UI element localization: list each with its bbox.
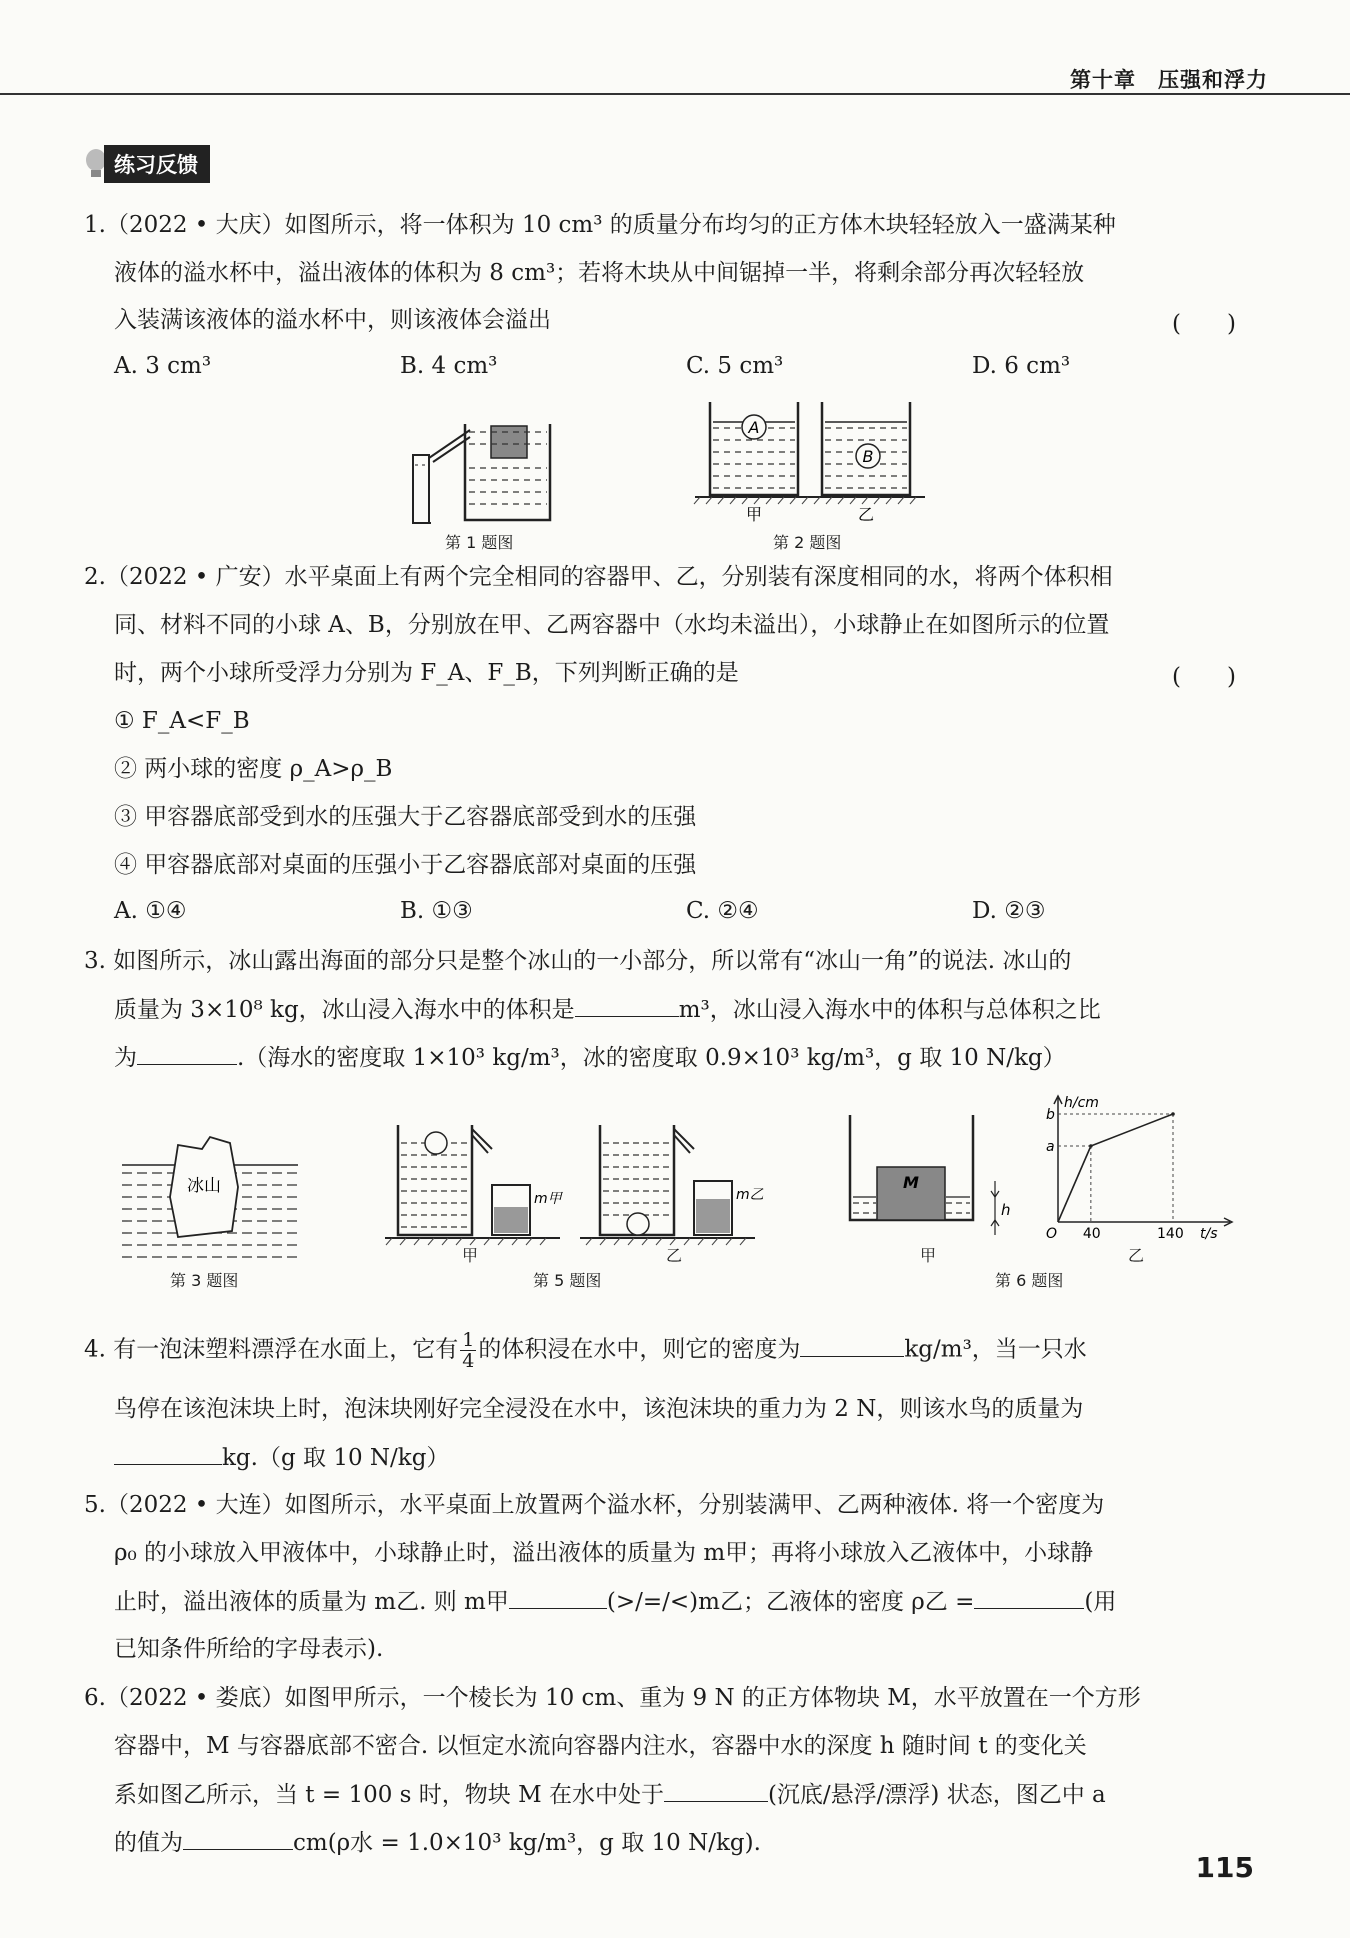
- q1-option-c: C. 5 cm³: [686, 353, 784, 379]
- q6-line-4-start: 的值为: [114, 1830, 183, 1856]
- figure-5-caption: 第 5 题图: [533, 1271, 602, 1290]
- tick-label-a: a: [1046, 1139, 1055, 1155]
- q4-line-2: 鸟停在该泡沫块上时，泡沫块刚好完全浸没在水中，该泡沫块的重力为 2 N，则该水鸟的质量为: [114, 1396, 1084, 1422]
- figure-2: [690, 400, 930, 524]
- q3-line-2-end: m³，冰山浸入海水中的体积与总体积之比: [678, 997, 1101, 1023]
- figure-5-right-label: 乙: [666, 1246, 683, 1265]
- figure-2-caption: 第 2 题图: [773, 533, 842, 552]
- q6-line-1: 6.（2022 • 娄底）如图甲所示，一个棱长为 10 cm、重为 9 N 的正方体物块 M，水平放置在一个方形: [84, 1685, 1141, 1711]
- q4-blank-1[interactable]: [800, 1334, 904, 1357]
- q1-answer-paren: ( ): [1172, 311, 1236, 337]
- data-point: [1171, 1112, 1175, 1116]
- q2-answer-paren: ( ): [1172, 664, 1236, 690]
- q4-line-3-text: kg.（g 取 10 N/kg）: [222, 1445, 450, 1471]
- q1-line-2: 液体的溢水杯中，溢出液体的体积为 8 cm³；若将木块从中间锯掉一半，将剩余部分再次轻轻放: [114, 260, 1085, 286]
- chapter-number: 第十章: [1070, 68, 1136, 92]
- q2-option-a: A. ①④: [114, 898, 187, 924]
- origin-label: O: [1046, 1226, 1058, 1242]
- q1-option-b: B. 4 cm³: [400, 353, 498, 379]
- q6-blank-2[interactable]: [183, 1827, 293, 1850]
- q6-line-3: [114, 1779, 1106, 1810]
- q6-line-4: [114, 1827, 761, 1858]
- figure-6-right-label: 乙: [1128, 1246, 1145, 1265]
- figure-6-container: [845, 1115, 1015, 1245]
- q5-blank-1[interactable]: [509, 1586, 607, 1609]
- q4-line-3: [114, 1442, 449, 1473]
- fraction-numerator: 1: [462, 1329, 475, 1351]
- m-right-label: m乙: [736, 1187, 764, 1203]
- q3-blank-1[interactable]: [575, 994, 679, 1017]
- header-rule: [0, 93, 1350, 95]
- q3-blank-2[interactable]: [137, 1042, 237, 1065]
- q5-line-3-mid: (>/=/<)m乙；乙液体的密度 ρ乙 =: [606, 1589, 975, 1615]
- q2-line-3: 时，两个小球所受浮力分别为 F_A、F_B，下列判断正确的是: [114, 660, 739, 686]
- figure-5: [380, 1115, 764, 1255]
- figure-1: [405, 410, 565, 530]
- q3-line-3-end: .（海水的密度取 1×10³ kg/m³，冰的密度取 0.9×10³ kg/m³，g 取 10 N/kg）: [237, 1045, 1066, 1071]
- figure-3-caption: 第 3 题图: [170, 1271, 239, 1290]
- figure-2-left-label: 甲: [745, 505, 763, 524]
- block-m-label: M: [903, 1173, 919, 1192]
- q3-line-2: [114, 994, 1101, 1025]
- q4-line-1-mid: 的体积浸在水中，则它的密度为: [478, 1336, 801, 1363]
- q2-option-d: D. ②③: [972, 898, 1046, 924]
- q1-option-d: D. 6 cm³: [972, 353, 1071, 379]
- q6-line-4-end: cm(ρ水 = 1.0×10³ kg/m³，g 取 10 N/kg).: [293, 1830, 761, 1856]
- q4-blank-2[interactable]: [114, 1442, 222, 1465]
- series-segment: [1091, 1114, 1173, 1146]
- data-point: [1089, 1144, 1093, 1148]
- iceberg-label: 冰山: [187, 1176, 221, 1196]
- q2-statement-1: ① F_A<F_B: [114, 708, 250, 734]
- figure-5-left-label: 甲: [462, 1246, 479, 1265]
- q3-line-3: [114, 1042, 1066, 1073]
- q6-line-3-start: 系如图乙所示，当 t = 100 s 时，物块 M 在水中处于: [114, 1782, 664, 1808]
- fraction-denominator: 4: [462, 1350, 475, 1372]
- q2-option-b: B. ①③: [400, 898, 473, 924]
- q6-line-2: 容器中，M 与容器底部不密合. 以恒定水流向容器内注水，容器中水的深度 h 随时间 t 的变化关: [114, 1733, 1087, 1759]
- chapter-header: [1048, 64, 1268, 94]
- q5-blank-2[interactable]: [974, 1586, 1084, 1609]
- q2-statement-3: ③ 甲容器底部受到水的压强大于乙容器底部受到水的压强: [114, 804, 697, 830]
- m-left-label: m甲: [534, 1191, 562, 1207]
- tick-label-b: b: [1046, 1107, 1055, 1123]
- section-label: 练习反馈: [104, 145, 210, 183]
- q2-line-2: 同、材料不同的小球 A、B，分别放在甲、乙两容器中（水均未溢出），小球静止在如图所示的位置: [114, 612, 1110, 638]
- figure-6-chart: [1040, 1090, 1240, 1240]
- y-axis-label: h/cm: [1064, 1095, 1099, 1111]
- q1-line-1: 1.（2022 • 大庆）如图所示，将一体积为 10 cm³ 的质量分布均匀的正方体木块轻轻放入一盛满某种: [84, 212, 1116, 238]
- q3-line-2-start: 质量为 3×10⁸ kg，冰山浸入海水中的体积是: [114, 997, 575, 1023]
- series-segment: [1058, 1146, 1091, 1222]
- q6-line-3-end: (沉底/悬浮/漂浮) 状态，图乙中 a: [767, 1782, 1106, 1808]
- figure-1-caption: 第 1 题图: [445, 533, 514, 552]
- x-axis-label: t/s: [1200, 1226, 1218, 1242]
- section-tag: [84, 145, 210, 183]
- q5-line-3-end: (用: [1084, 1589, 1117, 1615]
- q4-line-1-end: kg/m³，当一只水: [904, 1336, 1087, 1363]
- q5-line-1: 5.（2022 • 大连）如图所示，水平桌面上放置两个溢水杯，分别装满甲、乙两种液体. 将一个密度为: [84, 1492, 1105, 1518]
- page-number: 115: [1195, 1851, 1254, 1884]
- ball-a-label: A: [748, 418, 760, 437]
- figure-2-right-label: 乙: [857, 505, 875, 524]
- figure-6-caption: 第 6 题图: [995, 1271, 1064, 1290]
- q2-statement-2: ② 两小球的密度 ρ_A>ρ_B: [114, 756, 393, 782]
- figure-3: [120, 1135, 305, 1265]
- q2-option-c: C. ②④: [686, 898, 759, 924]
- q5-line-4: 已知条件所给的字母表示).: [114, 1636, 384, 1662]
- q1-line-3: 入装满该液体的溢水杯中，则该液体会溢出: [114, 307, 551, 333]
- depth-h-label: h: [1001, 1201, 1011, 1219]
- q5-line-3: [114, 1586, 1116, 1617]
- figure-6-left-label: 甲: [920, 1246, 937, 1265]
- chapter-title: 压强和浮力: [1158, 68, 1268, 92]
- q3-line-3-start: 为: [114, 1045, 137, 1071]
- q5-line-2: ρ₀ 的小球放入甲液体中，小球静止时，溢出液体的质量为 m甲；再将小球放入乙液体中，小球静: [114, 1540, 1094, 1566]
- q5-line-3-start: 止时，溢出液体的质量为 m乙. 则 m甲: [114, 1589, 509, 1615]
- q1-option-a: A. 3 cm³: [114, 353, 212, 379]
- tick-label-40: 40: [1082, 1226, 1101, 1242]
- q2-line-1: 2.（2022 • 广安）水平桌面上有两个完全相同的容器甲、乙，分别装有深度相同的水，将两个体积相: [84, 564, 1113, 590]
- q4-line-1-start: 4. 有一泡沫塑料漂浮在水面上，它有: [84, 1336, 459, 1363]
- q6-blank-1[interactable]: [664, 1779, 768, 1802]
- fraction-one-quarter: [460, 1330, 476, 1371]
- tick-label-140: 140: [1157, 1226, 1184, 1242]
- ball-b-label: B: [862, 447, 874, 466]
- q4-line-1: [84, 1330, 1087, 1371]
- q2-statement-4: ④ 甲容器底部对桌面的压强小于乙容器底部对桌面的压强: [114, 852, 697, 878]
- q3-line-1: 3. 如图所示，冰山露出海面的部分只是整个冰山的一小部分，所以常有“冰山一角”的说法. 冰山的: [84, 948, 1072, 974]
